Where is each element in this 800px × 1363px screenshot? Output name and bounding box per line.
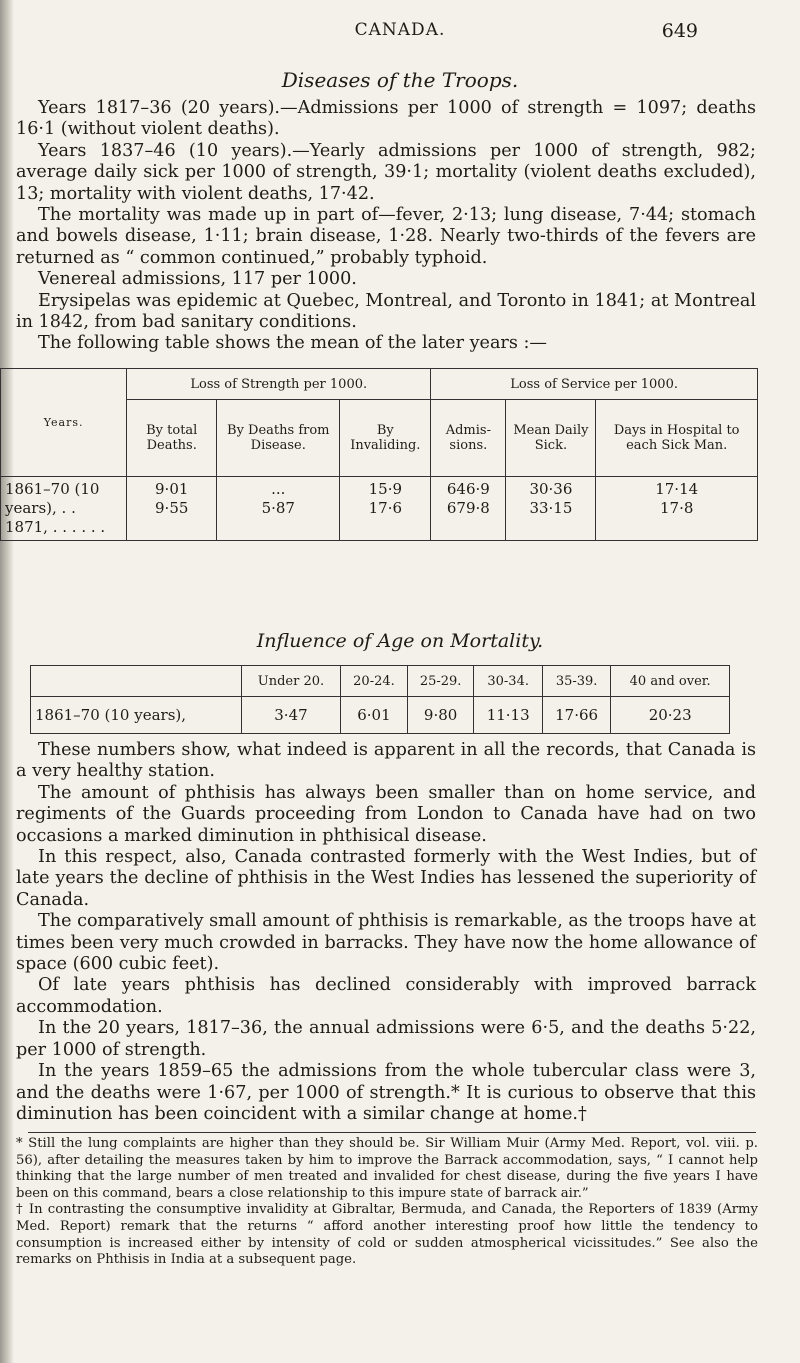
- table-column-header: Admis-sions.: [431, 400, 506, 477]
- table-column-header: By Invaliding.: [340, 400, 431, 477]
- page-number: 649: [661, 20, 698, 42]
- cell-value: 30·36: [529, 480, 573, 498]
- table-column-header: 25-29.: [407, 666, 474, 697]
- table-cell: [127, 477, 217, 541]
- table-cell: [506, 477, 596, 541]
- cell-value: 15·9: [368, 480, 403, 498]
- table-cell: 17·66: [542, 697, 610, 734]
- table-column-header: 20-24.: [341, 666, 408, 697]
- cell-value: 9·55: [155, 499, 189, 517]
- table-row-label: [1, 477, 127, 541]
- page-binding-shadow: [0, 0, 14, 1363]
- table-header-years: Years.: [1, 369, 127, 477]
- intro-text: [16, 98, 756, 355]
- table-column-header: By Deaths from Disease.: [217, 400, 340, 477]
- cell-value: 9·01: [155, 480, 189, 498]
- paragraph: These numbers show, what indeed is apparent in all the records, that Canada is a very healthy station.: [16, 740, 756, 782]
- section-title: Diseases of the Troops.: [281, 68, 519, 92]
- paragraph: Years 1837–46 (10 years).—Yearly admissions per 1000 of strength, 982; average daily sick per 1000 of strength, 39·1; mortality (violent deaths excluded), 13; mortality with violent deaths, 17·42.: [16, 140, 756, 204]
- table-column-header: By total Deaths.: [127, 400, 217, 477]
- table-cell: 20·23: [611, 697, 730, 734]
- cell-value: 33·15: [529, 499, 573, 517]
- footnote: * Still the lung complaints are higher than they should be. Sir William Muir (Army Med. Report, vol. viii. p. 56), after detailing the measures taken by him to improve the Barrack accommodation, says, “ I cannot help thinking that the large number of men treated and invalided for chest disease, during the five years I have been on this command, bears a close relationship to this impure state of barrack air.”: [16, 1136, 758, 1201]
- paragraph: The mortality was made up in part of—fever, 2·13; lung disease, 7·44; stomach and bowels disease, 1·11; brain disease, 1·28. Nearly two-thirds of the fevers are returned as “ common continued,” probably typhoid.: [16, 205, 756, 268]
- table-column-header: 35-39.: [542, 666, 610, 697]
- paragraph: Years 1817–36 (20 years).—Admissions per 1000 of strength = 1097; deaths 16·1 (without violent deaths).: [16, 98, 756, 140]
- table-group-header: Loss of Service per 1000.: [431, 369, 758, 400]
- paragraph: In the years 1859–65 the admissions from the whole tubercular class were 3, and the deaths were 1·67, per 1000 of strength.* It is curious to observe that this diminution has been coincident with a similar change at home.†: [16, 1061, 756, 1124]
- table-row: [31, 697, 730, 734]
- paragraph: In this respect, also, Canada contrasted formerly with the West Indies, but of late years the decline of phthisis in the West Indies has lessened the superiority of Canada.: [16, 847, 756, 910]
- cell-value: 17·14: [655, 480, 699, 498]
- paragraph: The amount of phthisis has always been smaller than on home service, and regiments of the Guards proceeding from London to Canada have had on two occasions a marked diminution in phthisical disease.: [16, 782, 756, 846]
- table-cell: 6·01: [341, 697, 408, 734]
- table-cell: [596, 477, 758, 541]
- cell-value: 646·9: [446, 480, 490, 498]
- table-group-header: Loss of Strength per 1000.: [127, 369, 431, 400]
- running-title: CANADA.: [354, 20, 446, 40]
- table-cell: [340, 477, 431, 541]
- cell-value: 5·87: [261, 499, 295, 517]
- row-label-line: 1861–70 (10 years), . .: [5, 480, 100, 517]
- table-cell: 3·47: [241, 697, 340, 734]
- body-text: [16, 740, 756, 1125]
- footnotes: [16, 1136, 758, 1269]
- page-header: [0, 20, 800, 50]
- footnote-divider: [28, 1132, 756, 1133]
- cell-value: ...: [271, 480, 286, 498]
- paragraph: Erysipelas was epidemic at Quebec, Montreal, and Toronto in 1841; at Montreal in 1842, from bad sanitary conditions.: [16, 290, 756, 333]
- cell-value: 17·6: [368, 499, 403, 517]
- paragraph: In the 20 years, 1817–36, the annual admissions were 6·5, and the deaths 5·22, per 1000 of strength.: [16, 1018, 756, 1060]
- age-table-title: Influence of Age on Mortality.: [256, 630, 544, 652]
- paragraph: The following table shows the mean of the later years :—: [38, 333, 547, 354]
- paragraph: Venereal admissions, 117 per 1000.: [38, 269, 357, 290]
- paragraph: Of late years phthisis has declined considerably with improved barrack accommodation.: [16, 975, 756, 1017]
- table-row: [1, 477, 758, 541]
- row-label-line: 1871, . . . . . .: [5, 518, 106, 536]
- table-column-header: Under 20.: [241, 666, 340, 697]
- cell-value: 17·8: [659, 499, 694, 517]
- paragraph: The comparatively small amount of phthisis is remarkable, as the troops have at times been very much crowded in barracks. They have now the home allowance of space (600 cubic feet).: [16, 911, 756, 975]
- table-cell: [431, 477, 506, 541]
- cell-value: 679·8: [446, 499, 490, 517]
- table-cell: 9·80: [407, 697, 474, 734]
- table-column-header: 40 and over.: [611, 666, 730, 697]
- footnote: † In contrasting the consumptive invalidity at Gibraltar, Bermuda, and Canada, the Reporters of 1839 (Army Med. Report) remark that the returns “ afford another interesting proof how little the tendency to consumption is increased either by intensity of cold or sudden atmospherical vicissitudes.” See also the remarks on Phthisis in India at a subsequent page.: [16, 1202, 758, 1268]
- table-column-header: Mean Daily Sick.: [506, 400, 596, 477]
- table-column-header: 30-34.: [474, 666, 542, 697]
- table-corner-cell: [31, 666, 242, 697]
- table-column-header: Days in Hospital to each Sick Man.: [596, 400, 758, 477]
- strength-loss-table: [0, 368, 758, 541]
- table-cell: 11·13: [474, 697, 542, 734]
- age-mortality-table: [30, 665, 730, 734]
- table-cell: [217, 477, 340, 541]
- table-row-label: 1861–70 (10 years),: [31, 697, 242, 734]
